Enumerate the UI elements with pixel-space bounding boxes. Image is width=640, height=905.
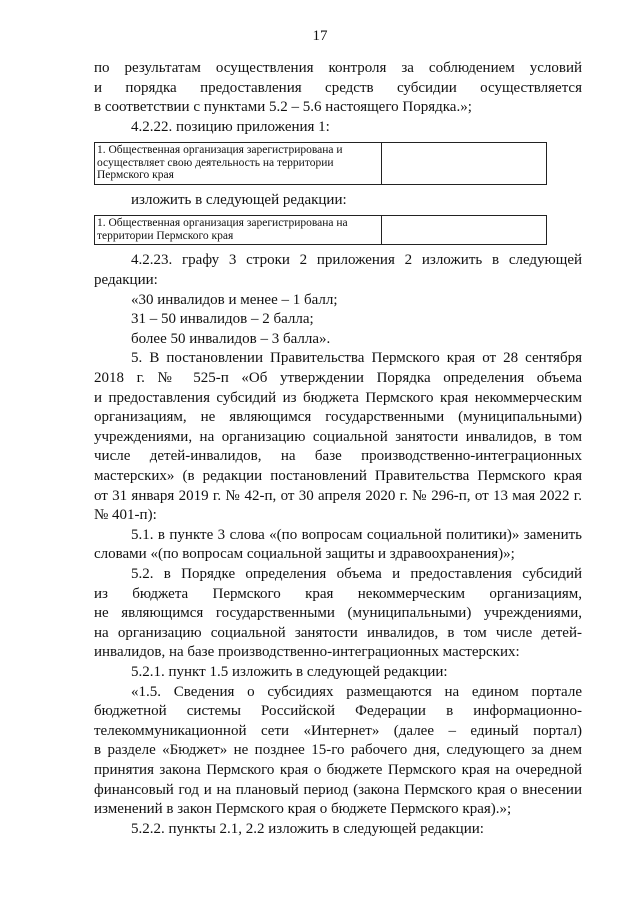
item-4-2-22: 4.2.22. позицию приложения 1: — [131, 118, 330, 135]
text-line: от 31 января 2019 г. № 42-п, от 30 апреля 2020 г. № 296-п, от 13 мая 2022 г. — [94, 487, 582, 504]
table-cell-criterion: 1. Общественная организация зарегистрирована на территории Пермского края — [95, 216, 382, 245]
text-line: словами «(по вопросам социальной защиты и здравоохранения)»; — [94, 546, 515, 563]
text-line: числе детей-инвалидов, на базе производственно-интеграционных — [94, 448, 582, 465]
text-line: 5.2. в Порядке определения объема и предоставления субсидий — [131, 565, 582, 582]
page-number: 17 — [312, 28, 328, 44]
item-5-2-2: 5.2.2. пункты 2.1, 2.2 изложить в следующей редакции: — [131, 820, 484, 837]
table-row — [95, 216, 547, 245]
text-line: и порядка предоставления средств субсидии осуществляется — [94, 79, 582, 96]
text-line: учреждениями, на организацию социальной занятости инвалидов, в том — [94, 428, 582, 445]
text-line: редакции: — [94, 272, 158, 289]
text-line: в разделе «Бюджет» не позднее 15-го рабочего дня, следующего за днем — [94, 742, 582, 759]
text-line: принятия закона Пермского края о бюджете Пермского края на очередной — [94, 761, 582, 778]
item-5-2 — [94, 565, 582, 663]
text-line: изменений в закон Пермского края о бюджете Пермского края).»; — [94, 801, 512, 818]
text-line: мастерских» (в редакции постановлений Правительства Пермского края — [94, 468, 582, 484]
table-cell-criterion: 1. Общественная организация зарегистрирована и осуществляет свою деятельность на территории Пермского края — [95, 143, 382, 185]
item-5-1 — [94, 526, 582, 565]
appendix-table-old — [94, 142, 547, 185]
text-line: бюджетной системы Российской Федерации в информационно- — [94, 703, 582, 720]
text-line: финансовый год и на плановый период (закона Пермского края о внесении — [94, 781, 582, 798]
text-line: инвалидов, на базе производственно-интеграционных мастерских: — [94, 644, 520, 661]
text-line: не являющимся государственными (муниципальными) учреждениями, — [94, 605, 582, 622]
paragraph-control-results — [94, 59, 582, 118]
table-cell-value — [382, 216, 547, 245]
text-line: № 401-п): — [94, 507, 157, 524]
table-cell-value — [382, 143, 547, 185]
text-line: по результатам осуществления контроля за соблюдением условий — [94, 60, 582, 76]
text-line: телекоммуникационной сети «Интернет» (далее – единый портал) — [94, 722, 582, 739]
text-line: 5. В постановлении Правительства Пермского края от 28 сентября — [131, 350, 582, 367]
document-body — [94, 59, 582, 839]
text-line: 5.1. в пункте 3 слова «(по вопросам социальной политики)» заменить — [131, 526, 582, 543]
text-line: и предоставления субсидий из бюджета Пермского края некоммерческим — [94, 389, 582, 406]
text-line: на организацию социальной занятости инвалидов, в том числе детей- — [94, 624, 582, 641]
item-5 — [94, 349, 582, 525]
table-row — [95, 143, 547, 185]
item-1-5-quote — [94, 683, 582, 820]
text-line: 4.2.23. графу 3 строки 2 приложения 2 изложить в следующей — [131, 252, 582, 269]
text-line: «1.5. Сведения о субсидиях размещаются на едином портале — [131, 683, 582, 700]
item-5-2-1: 5.2.1. пункт 1.5 изложить в следующей редакции: — [131, 663, 448, 680]
text-line: организациям, не являющимся государственными (муниципальными) — [94, 409, 582, 426]
score-line: 31 – 50 инвалидов – 2 балла; — [131, 311, 314, 328]
appendix-table-new — [94, 215, 547, 245]
text-line: 2018 г. № 525-п «Об утверждении Порядка определения объема — [94, 370, 582, 387]
set-out-new-wording: изложить в следующей редакции: — [131, 191, 347, 208]
score-line: «30 инвалидов и менее – 1 балл; — [131, 291, 338, 308]
text-line: из бюджета Пермского края некоммерческим организациям, — [94, 585, 582, 602]
item-4-2-23 — [94, 251, 582, 290]
score-list — [94, 291, 582, 350]
score-line: более 50 инвалидов – 3 балла». — [131, 330, 331, 347]
text-line: в соответствии с пунктами 5.2 – 5.6 настоящего Порядка.»; — [94, 99, 472, 116]
